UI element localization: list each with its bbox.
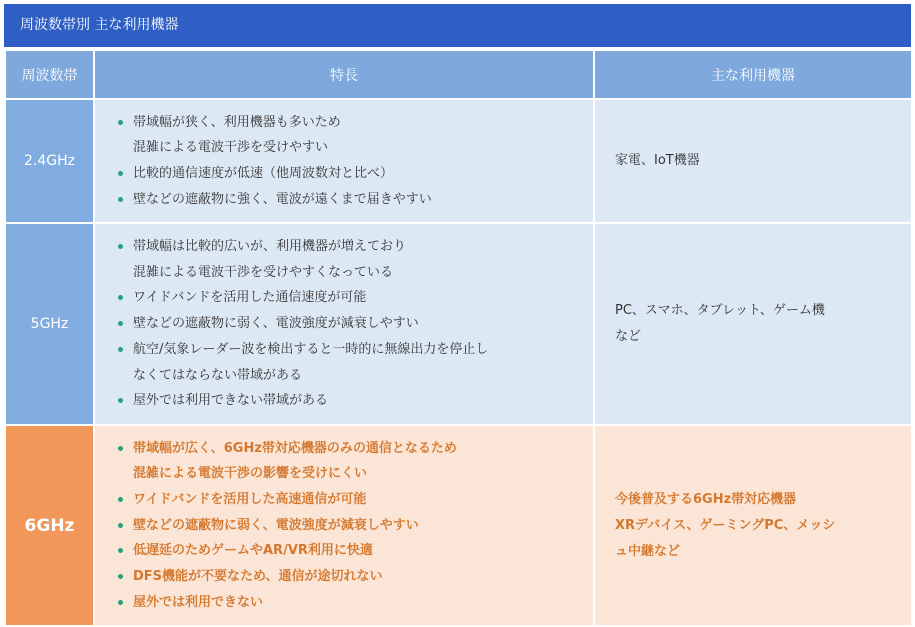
header-band: 周波数帯 [5,50,94,99]
table-row [5,425,912,626]
feature-text: 混雑による電波干渉を受けやすくなっている [133,264,394,280]
devices-cell [594,425,912,626]
features-cell [94,223,594,425]
feature-text: 低遅延のためゲームやAR/VR利用に快適 [133,543,373,559]
feature-item [117,285,575,311]
band-cell-2-4ghz: 2.4GHz [5,99,94,223]
devices-cell [594,99,912,223]
feature-item [117,590,575,616]
feature-text: 航空/気象レーダー波を検出すると一時的に無線出力を停止し [133,341,489,357]
features-cell [94,99,594,223]
table-row [5,223,912,425]
feature-text: なくてはならない帯域がある [133,367,303,383]
feature-item [117,564,575,590]
feature-item [117,311,575,337]
devices-text: 今後普及する6GHz帯対応機器 [615,491,797,507]
header-devices: 主な利用機器 [594,50,912,99]
feature-text: 帯域幅は比較的広いが、利用機器が増えており [133,239,407,255]
feature-text: 混雑による電波干渉を受けやすい [133,140,329,156]
band-cell-5ghz: 5GHz [5,223,94,425]
feature-list [117,436,575,616]
feature-text: ワイドバンドを活用した通信速度が可能 [133,290,367,306]
devices-text: XRデバイス、ゲーミングPC、メッシ [615,517,836,533]
devices-text: ュ中継など [615,543,681,559]
feature-item [117,513,575,539]
feature-text: 帯域幅が狭く、利用機器も多いため [133,114,341,130]
feature-text: 壁などの遮蔽物に弱く、電波強度が減衰しやすい [133,316,419,332]
devices-text: など [615,329,642,344]
feature-text: 帯域幅が広く、6GHz帯対応機器のみの通信となるため [133,440,457,456]
feature-text: DFS機能が不要なため、通信が途切れない [133,569,383,585]
feature-item [117,110,575,161]
devices-text: 家電、IoT機器 [615,153,700,168]
feature-text: 屋外では利用できない [133,594,264,610]
feature-item [117,538,575,564]
feature-item [117,337,575,388]
table-title: 周波数帯別 主な利用機器 [4,4,911,47]
feature-text: 壁などの遮蔽物に弱く、電波強度が減衰しやすい [133,517,419,533]
feature-item [117,161,575,187]
feature-text: 混雑による電波干渉の影響を受けにくい [133,466,368,482]
feature-item [117,187,575,213]
band-cell-6ghz: 6GHz [5,425,94,626]
table-row [5,99,912,223]
feature-list [117,110,575,213]
feature-item [117,487,575,513]
devices-text: PC、スマホ、タブレット、ゲーム機 [615,303,825,318]
header-row [5,50,912,99]
feature-text: 比較的通信速度が低速（他周波数対と比べ） [133,166,394,181]
feature-item [117,436,575,487]
feature-item [117,234,575,285]
header-features: 特長 [94,50,594,99]
feature-text: 屋外では利用できない帯域がある [133,393,329,409]
feature-text: ワイドバンドを活用した高速通信が可能 [133,491,367,507]
feature-text: 壁などの遮蔽物に強く、電波が遠くまで届きやすい [133,191,432,207]
feature-item [117,388,575,414]
features-cell [94,425,594,626]
comparison-table [4,49,913,627]
devices-cell [594,223,912,425]
feature-list [117,234,575,414]
